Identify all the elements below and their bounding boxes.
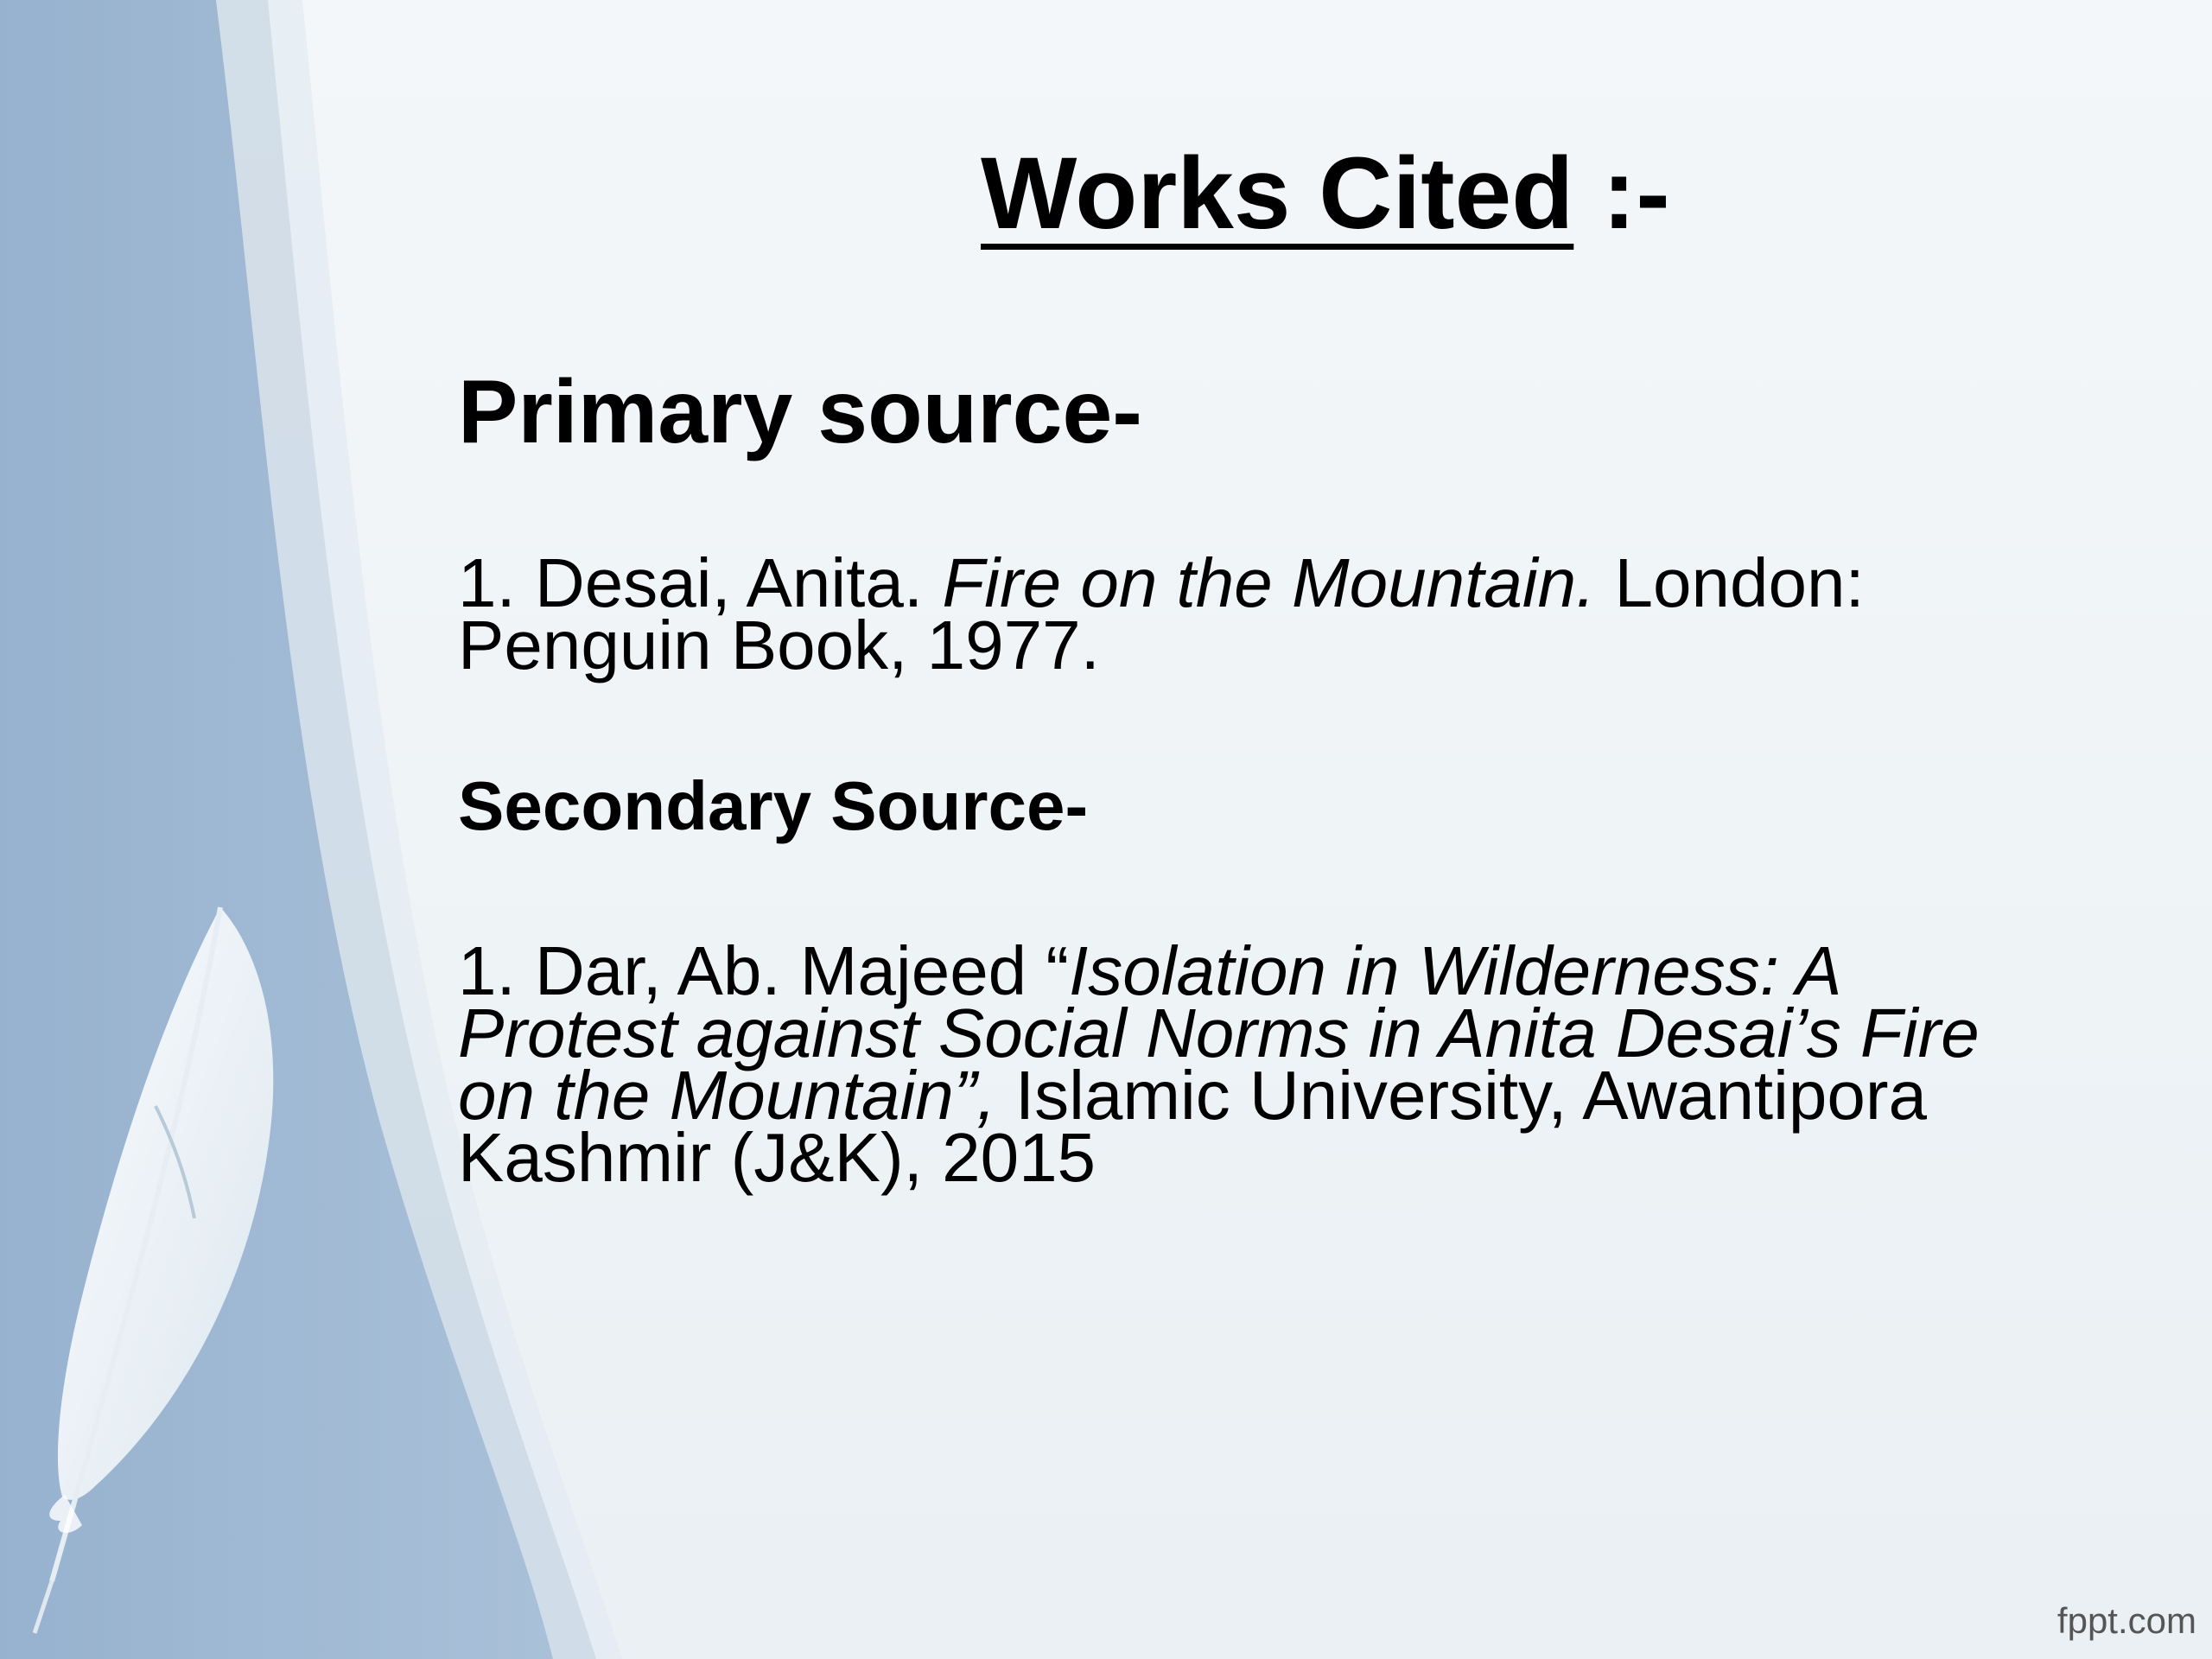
secondary-source-heading: Secondary Source- [458, 767, 1089, 844]
works-cited-content [458, 362, 2013, 1196]
secondary-citation-number: 1. [458, 932, 535, 1009]
secondary-citation-publisher: Islamic University, Awantipora Kashmir (J&K), 2015 [458, 1057, 1928, 1196]
primary-citation-author: Desai, Anita. [534, 544, 943, 621]
primary-source-heading: Primary source- [458, 362, 1142, 462]
brand-watermark: fppt.com [2056, 1600, 2196, 1641]
primary-citation-title: Fire on the Mountain. [942, 544, 1596, 621]
primary-citation-publisher: London: Penguin Book, 1977. [458, 544, 1865, 683]
secondary-citation-title: Isolation in Wilderness: A Protest against Social Norms in Anita Desai’s Fire on the Mountain”, [458, 932, 1980, 1134]
primary-citation [458, 544, 2013, 683]
primary-citation-number: 1. [458, 544, 535, 621]
secondary-citation [458, 932, 2013, 1196]
title-suffix: :- [1573, 137, 1670, 251]
secondary-citation-author: Dar, Ab. Majeed “ [534, 932, 1070, 1009]
title-main: Works Cited [981, 137, 1574, 251]
page-title [981, 137, 1670, 251]
